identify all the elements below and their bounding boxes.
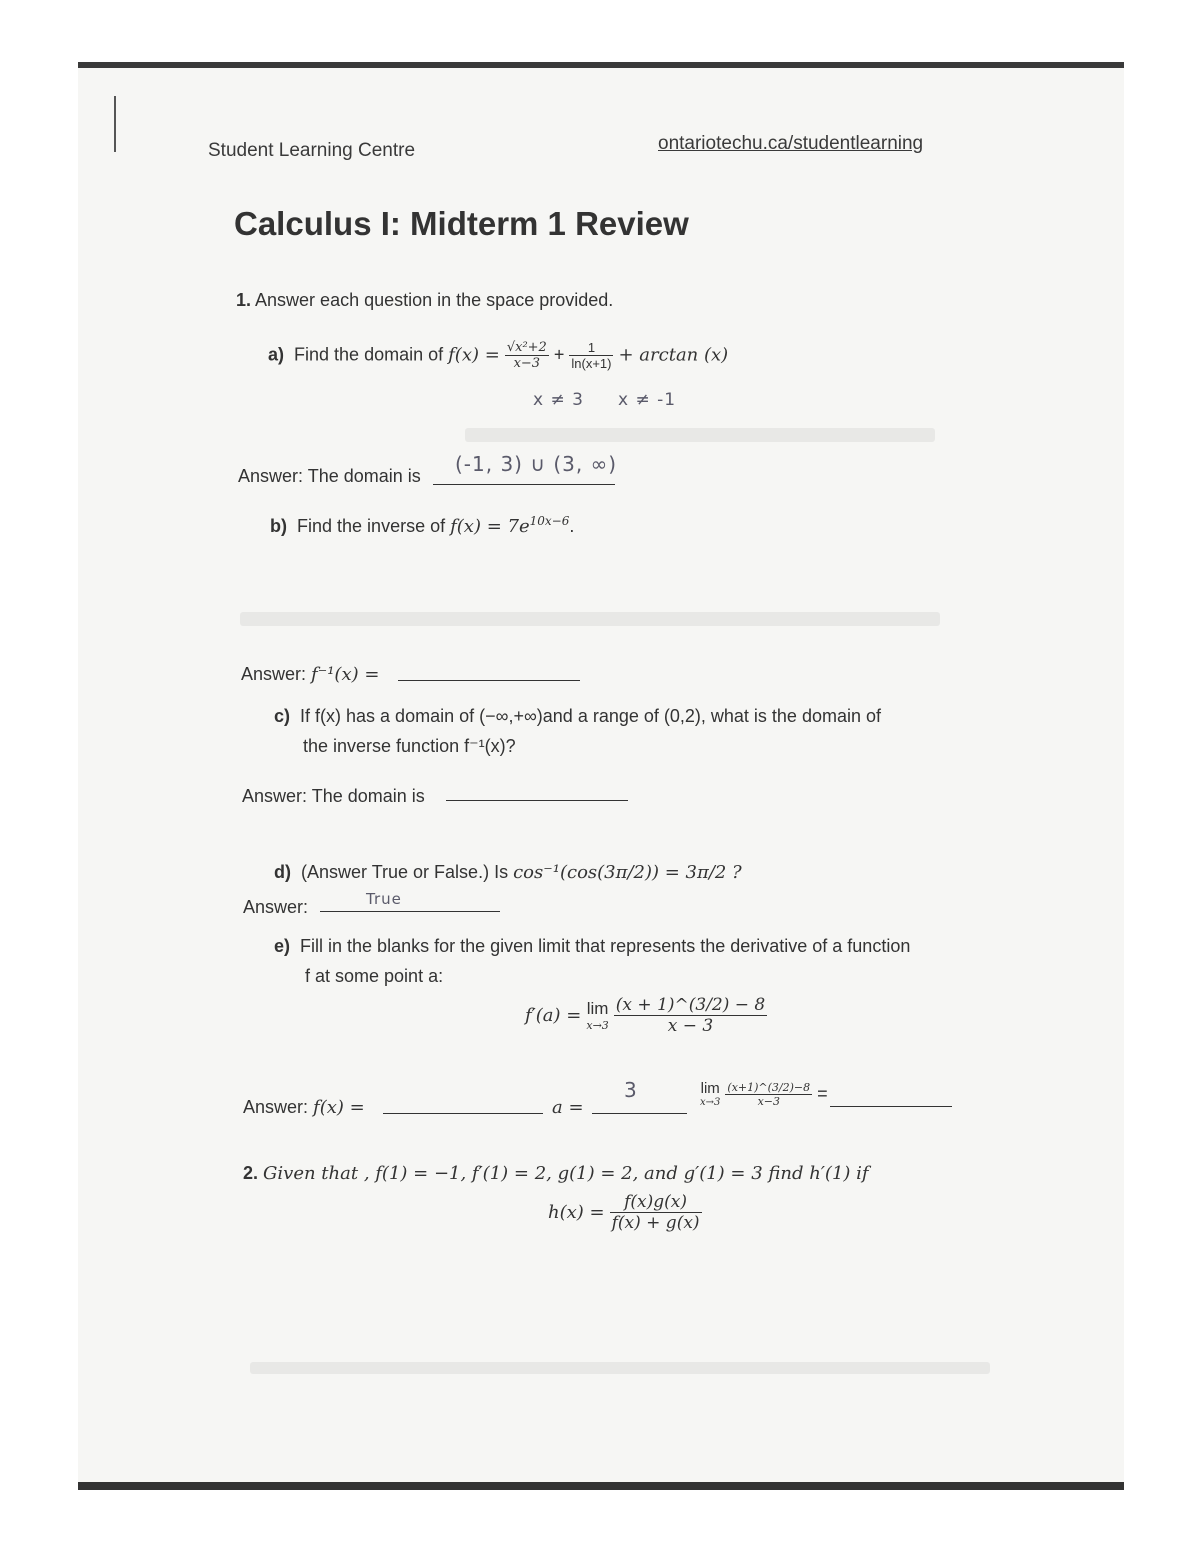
q1e-small-limit [700,1080,828,1108]
q1d-answer-label: Answer: [243,897,309,917]
q1a-frac1-num: √x²+2 [506,340,547,355]
q1e-answer-line [243,1097,365,1118]
q1a-tail: + arctan (x) [618,344,729,366]
q1e-small-fraction [725,1081,812,1108]
q1e-label: e) [274,936,291,956]
q1e-lim-word: lim [586,999,609,1018]
q1d-answer-blank[interactable] [320,911,500,912]
bleed-through-text [240,612,940,626]
q1a-answer-text: The domain is [307,466,421,486]
q1d-label: d) [274,862,291,882]
q1a-label: a) [268,344,285,365]
q1b-exponent: 10x−6 [529,514,570,528]
q1a-fraction-1 [505,340,549,371]
q1c-answer-text: The domain is [311,786,425,806]
q1e-answer-fx: f(x) = [313,1097,365,1118]
q1e-lim [586,999,608,1032]
q1a-fraction-2 [569,340,613,371]
q1e-small-lim-word: lim [700,1080,720,1097]
q2-line [243,1163,869,1184]
q2-lhs: h(x) = [548,1202,605,1223]
q1c-answer-label: Answer: [242,786,308,806]
q1b-label: b) [270,516,287,536]
q1b-answer-line [241,664,379,685]
q1b-answer-text: f⁻¹(x) = [311,664,380,685]
q1a-expr-lhs: f(x) = [448,344,500,366]
q2-number: 2. [243,1163,259,1183]
q1-number: 1. [236,290,252,310]
q1a-answer-label: Answer: [238,466,304,486]
q2-num: f(x)g(x) [610,1192,702,1213]
q1c-label: c) [274,706,291,726]
q1c-text-2: the inverse function f⁻¹(x)? [303,736,516,756]
q2-text: Given that , f(1) = −1, f′(1) = 2, g(1) = 2, and g′(1) = 3 find h′(1) if [263,1163,869,1184]
q1a-note-2: x ≠ -1 [618,390,677,410]
q1d-text: (Answer True or False.) Is [301,862,509,882]
q1e-answer-label: Answer: [243,1097,309,1117]
q1e-limit-expr [525,995,767,1036]
bleed-through-text [465,428,935,442]
q1e-text-2: f at some point a: [305,966,444,986]
q1e-num: (x + 1)^(3/2) − 8 [615,995,766,1015]
q1b-answer-blank[interactable] [398,680,580,681]
q1e-limit-blank[interactable] [830,1106,952,1107]
q1e-answer-a: a = [552,1097,584,1118]
q1e-fraction [614,995,767,1036]
q1e-den: x − 3 [667,1016,714,1036]
q1b-line [270,514,574,537]
q1d-line [274,862,742,883]
q1e-lim-sub: x→3 [586,1019,609,1032]
q1e-small-den: x−3 [757,1094,780,1108]
q1e-a-value: 3 [624,1078,638,1102]
header-url-link[interactable]: ontariotechu.ca/studentlearning [658,133,924,154]
q1e-text-1: Fill in the blanks for the given limit that represents the derivative of a function [300,936,911,956]
page-title: Calculus I: Midterm 1 Review [234,205,689,242]
margin-mark [114,96,116,152]
q1e-small-lim [700,1080,720,1108]
q1e-lhs: f′(a) = [525,1005,582,1026]
q1a-answer-value: (-1, 3) ∪ (3, ∞) [455,452,618,476]
q1b-answer-label: Answer: [241,664,307,684]
bleed-through-text [250,1362,990,1374]
q1a-note-1: x ≠ 3 [533,390,584,410]
q1a-plus: + [553,344,565,365]
q1b-expr: f(x) = 7e [450,516,530,537]
q1-heading [236,290,613,311]
q1-prompt: Answer each question in the space provided. [255,290,614,310]
q1d-expr: cos⁻¹(cos(3π/2)) = 3π/2 ? [513,862,742,883]
q1e-small-lim-sub: x→3 [700,1097,721,1108]
q1a-frac2-den: ln(x+1) [571,356,612,371]
q1a-frac2-num: 1 [569,340,613,356]
q1a-text: Find the domain of [294,344,444,365]
header-org: Student Learning Centre [208,140,416,161]
q1a-answer-line [238,466,421,487]
q1e-fx-blank[interactable] [383,1113,543,1114]
q1c-text-1: If f(x) has a domain of (−∞,+∞)and a range of (0,2), what is the domain of [300,706,881,726]
q1e-small-equals: = [817,1083,828,1104]
q1a-line [268,340,728,371]
q1a-answer-blank[interactable] [433,484,615,485]
q1e-a-blank[interactable] [592,1113,687,1114]
paper-sheet [78,62,1124,1490]
q1c-answer-line [242,786,425,807]
q2-fraction [610,1192,702,1233]
q1c-line-1 [274,706,881,727]
q1c-answer-blank[interactable] [446,800,628,801]
q1e-small-num: (x+1)^(3/2)−8 [727,1080,811,1094]
q2-den: f(x) + g(x) [611,1213,700,1233]
q2-expr [548,1192,702,1233]
q1b-end: . [569,516,575,536]
q1b-text: Find the inverse of [297,516,446,536]
q1a-frac1-den: x−3 [513,356,541,371]
q1d-answer-value: True [366,890,402,908]
q1e-line-1 [274,936,910,957]
